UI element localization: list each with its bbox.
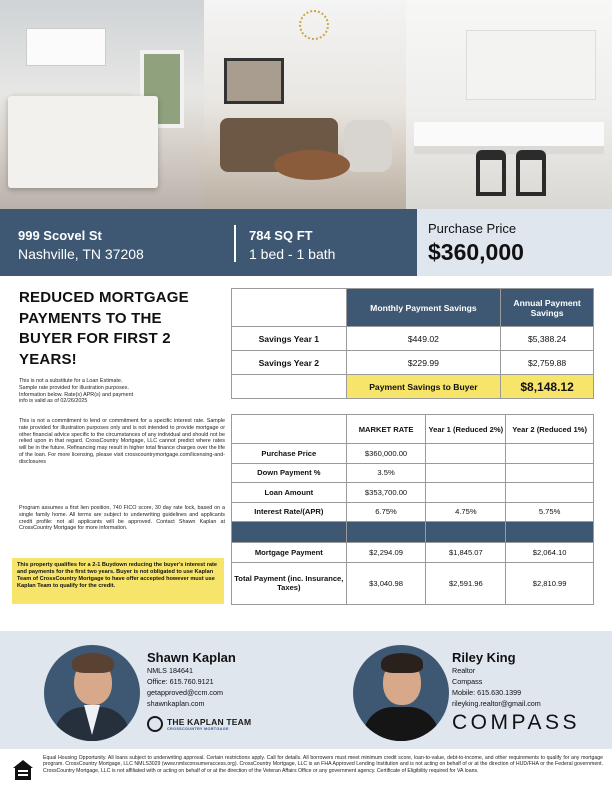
loan-officer-email[interactable]: getapproved@ccm.com: [147, 688, 224, 697]
square-footage: 784 SQ FT: [249, 228, 313, 243]
realtor-name: Riley King: [452, 650, 516, 665]
beds-baths: 1 bed - 1 bath: [249, 246, 336, 262]
team-subtitle: CROSSCOUNTRY MORTGAGE: [167, 727, 229, 731]
year2-cell: [506, 444, 594, 464]
year2-cell: [506, 463, 594, 483]
living-room-photo: [204, 0, 406, 209]
purchase-price-box: [417, 209, 612, 276]
year1-cell: [426, 444, 506, 464]
monthly-savings-value: $229.99: [346, 351, 501, 375]
equal-housing-icon: [12, 759, 34, 781]
market-rate-cell: $360,000.00: [346, 444, 426, 464]
disclosure-loan-estimate: This is not a substitute for a Loan Estimate. Sample rate provided for illustration purposes. Information below. Rate(s) APR(s) and payment info is valid as of 02/26/2025: [19, 378, 134, 405]
photo-strip: [0, 0, 612, 209]
total-savings-value: $8,148.12: [501, 375, 594, 399]
table-row: [232, 463, 594, 483]
avatar: [44, 645, 140, 741]
street-address: 999 Scovel St: [18, 228, 102, 243]
table-corner: [232, 289, 347, 327]
loan-officer-name: Shawn Kaplan: [147, 650, 236, 665]
market-rate-header: MARKET RATE: [346, 415, 426, 444]
year1-header: Year 1 (Reduced 2%): [426, 415, 506, 444]
property-info-band: [0, 209, 417, 276]
year2-cell: 5.75%: [506, 502, 594, 522]
market-rate-cell: $3,040.98: [346, 562, 426, 604]
realtor-phone[interactable]: Mobile: 615.630.1399: [452, 688, 522, 697]
disclosure-commitment: This is not a commitment to lend or commitment for a specific interest rate. Sample rate provided for illustration purposes only and is not intended to provide mortgage or other financial advice specific to the circumstances of any individual and should not be relied upon in that regard. CrossCountry Mortgage, LLC cannot predict where rates will be in the future. Refinancing may result in higher total finance charges over the life of the loan. For more licensing, please visit crosscountrymortgage.com/licensing-and-disclosures: [19, 418, 225, 465]
year2-cell: $2,064.10: [506, 543, 594, 563]
table-row: [232, 562, 594, 604]
rate-comparison-table: [231, 414, 594, 605]
table-row: [232, 444, 594, 464]
loan-officer-website[interactable]: shawnkaplan.com: [147, 699, 205, 708]
mortgage-payment-label: Mortgage Payment: [232, 543, 347, 563]
divider-row: [232, 522, 594, 543]
team-name: THE KAPLAN TEAM: [167, 717, 252, 727]
compass-logo: COMPASS: [452, 711, 580, 734]
bedroom-photo: [0, 0, 204, 209]
purchase-price-value: $360,000: [428, 239, 524, 265]
buydown-note: This property qualifies for a 2-1 Buydown reducing the buyer's interest rate and payments for the first two years. Buyer is not obligated to use Kaplan Team of CrossCountry Mortgage to have offer accepted however must use Kaplan Team to qualify for the credit.: [12, 558, 224, 604]
realtor-email[interactable]: rileyking.realtor@gmail.com: [452, 699, 541, 708]
year1-cell: $1,845.07: [426, 543, 506, 563]
monthly-savings-value: $449.02: [346, 327, 501, 351]
year1-cell: $2,591.96: [426, 562, 506, 604]
realtor-title: Realtor: [452, 666, 476, 675]
year2-header: Year 2 (Reduced 1%): [506, 415, 594, 444]
year2-cell: $2,810.99: [506, 562, 594, 604]
table-row: [232, 543, 594, 563]
annual-savings-value: $5,388.24: [501, 327, 594, 351]
year1-cell: [426, 463, 506, 483]
kaplan-team-logo: [147, 716, 267, 734]
team-mark-icon: [147, 716, 163, 732]
row-label: Interest Rate/(APR): [232, 502, 347, 522]
row-label: Purchase Price: [232, 444, 347, 464]
table-corner: [232, 415, 347, 444]
realtor-brokerage: Compass: [452, 677, 483, 686]
row-label: Down Payment %: [232, 463, 347, 483]
monthly-savings-header: Monthly Payment Savings: [346, 289, 501, 327]
loan-officer-nmls: NMLS 184641: [147, 666, 193, 675]
kitchen-photo: [406, 0, 612, 209]
total-savings-label: Payment Savings to Buyer: [346, 375, 501, 399]
avatar: [353, 645, 449, 741]
table-row: [232, 483, 594, 503]
table-row: [232, 327, 594, 351]
market-rate-cell: $353,700.00: [346, 483, 426, 503]
loan-officer-phone[interactable]: Office: 615.760.9121: [147, 677, 214, 686]
savings-row-label: Savings Year 2: [232, 351, 347, 375]
table-row: [232, 502, 594, 522]
city-state-zip: Nashville, TN 37208: [18, 246, 144, 262]
market-rate-cell: $2,294.09: [346, 543, 426, 563]
headline: REDUCED MORTGAGE PAYMENTS TO THE BUYER FOR FIRST 2 YEARS!: [19, 289, 189, 368]
savings-table: [231, 288, 594, 399]
purchase-price-label: Purchase Price: [428, 221, 517, 236]
market-rate-cell: 3.5%: [346, 463, 426, 483]
year2-cell: [506, 483, 594, 503]
empty-cell: [232, 375, 347, 399]
market-rate-cell: 6.75%: [346, 502, 426, 522]
year1-cell: [426, 483, 506, 503]
year1-cell: 4.75%: [426, 502, 506, 522]
table-row: [232, 351, 594, 375]
savings-row-label: Savings Year 1: [232, 327, 347, 351]
legal-disclaimer: Equal Housing Opportunity. All loans subject to underwriting approval. Certain restrictions apply. Call for details. All borrowers must meet minimum credit score, loan-to-value, debt-to-income, and other requirements to qualify for any mortgage program. CrossCountry Mortgage, LLC NMLS3029 (www.nmlsconsumeraccess.org). CrossCountry Mortgage, LLC is an FHA Approved Lending Institution and is not acting on behalf of or at the direction of HUD/FHA or the Federal government. CrossCountry Mortgage, LLC is not affiliated with or acting on behalf of or at the direction of the Veteran Affairs Office or any government agency. Certificate of Eligibility required for VA loans.: [43, 755, 603, 774]
disclosure-program: Program assumes a first lien position, 740 FICO score, 30 day rate lock, based on a single family home. All terms are subject to underwriting guidelines and applicants credit profile: not all applicants will be approved. Contact Shawn Kaplan at CrossCountry Mortgage for more information.: [19, 505, 225, 532]
table-row: [232, 375, 594, 399]
row-label: Loan Amount: [232, 483, 347, 503]
annual-savings-header: Annual Payment Savings: [501, 289, 594, 327]
total-payment-label: Total Payment (inc. Insurance, Taxes): [232, 562, 347, 604]
annual-savings-value: $2,759.88: [501, 351, 594, 375]
band-divider: [234, 225, 236, 262]
